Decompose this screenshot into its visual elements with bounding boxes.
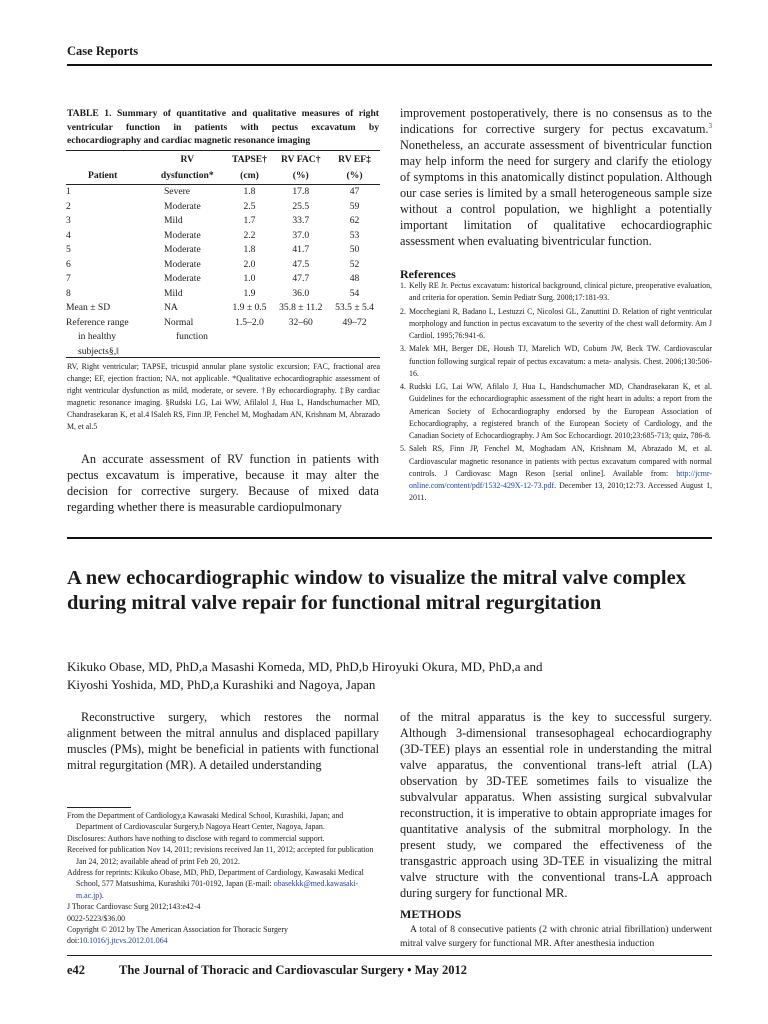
table-row-reference-cont	[66, 330, 380, 345]
cell-fac: 41.7	[292, 244, 310, 255]
col-fac-top: RV FAC†	[280, 154, 321, 165]
reference-text: Saleh RS, Finn JP, Fenchel M, Moghadam AN, Krishnam M, Abrazado M, et al. Cardiovascular magnetic resonance in patients with pectus excavatum compared with normal controls. J Cardiovasc Magn Reson [serial online]. Available from:	[409, 444, 712, 478]
paragraph-text: Nonetheless, an accurate assessment of biventricular function may help inform the need for surgery and clarify the etiology of symptoms in this anatomically distinct population. Although our case series is limited by a small heterogeneous sample size without a control population, we highlight a potentially important limitation of qualitative echocardiographic assessment when evaluating biventricular function.	[400, 138, 712, 248]
footnote-disclosures: Disclosures: Authors have nothing to disclose with regard to commercial support.	[67, 833, 325, 843]
header-rule	[67, 64, 712, 66]
footnote-text: Address for reprints: Kikuko Obase, MD, PhD, Department of Cardiology, Kawasaki Medical School, 577 Matsushima, Kurashiki 701-0192, Japan (E-mail:	[67, 868, 364, 889]
footnote-doi	[67, 935, 379, 946]
reference-text: Rudski LG, Lai WW, Afilalo J, Hua L, Handschumacher MD, Chandrasekaran K, et al. Guidelines for the echocardiographic assessment of the right heart in adults: a report from the American Society of Echocardiography endorsed by the European Association of Echocardiography, a registered branch of the European Society of Cardiology, and the Canadian Society of Echocardiography. J Am Soc Echocardiogr. 2010;23:685-713; quiz, 786-8.	[409, 382, 712, 440]
article-footnotes	[67, 810, 379, 947]
table-row	[66, 258, 380, 273]
journal-name: The Journal of Thoracic and Cardiovascular Surgery • May 2012	[119, 963, 468, 977]
cell-ef: 47	[349, 186, 360, 197]
reference-text: Kelly RE Jr. Pectus excavatum: historical background, clinical picture, preoperative evaluation, and criteria for operation. Semin Pediatr Surg. 2008;17:181-93.	[409, 281, 712, 303]
footnote-affiliation: From the Department of Cardiology,a Kawasaki Medical School, Kurashiki, Japan; and Department of Cardiovascular Surgery,b Nagoya Heart Center, Nagoya, Japan.	[67, 811, 344, 832]
col-tapse-bottom: (cm)	[227, 168, 273, 185]
reference-number: 1.	[400, 281, 406, 290]
reference-item	[400, 443, 712, 504]
cell-ef: 53.5 ± 5.4	[335, 302, 374, 313]
body-paragraph-right	[400, 105, 712, 249]
col-rv-bottom: dysfunction*	[148, 168, 227, 185]
methods-text: A total of 8 consecutive patients (2 with chronic atrial fibrillation) underwent mitral valve surgery for functional MR. After anesthesia induction	[400, 924, 712, 949]
page-number: e42	[67, 963, 86, 977]
cell-dysfunction: Mild	[163, 215, 183, 226]
cell-patient: 7	[66, 273, 71, 284]
references-list	[400, 280, 712, 506]
cell-patient: 5	[66, 244, 71, 255]
footnote-rule	[67, 807, 131, 808]
cell-ef: 53	[349, 229, 360, 241]
cell-fac: 17.8	[292, 186, 310, 197]
table-footnote: RV, Right ventricular; TAPSE, tricuspid annular plane systolic excursion; FAC, fractional area change; EF, ejection fraction; NA, not applicable. *Qualitative echocardiographic assessment of right ventricular dysfunction as mild, moderate, or severe. †By echocardiography. ‡By cardiac magnetic resonance imaging. §Rudski LG, Lai WW, Afilalol J, Hua L, Handschumacher MD, Chandrasekaran K, et al.4 ‖Saleh RS, Finn JP, Fenchel M, Moghadam AN, Krishnam M, Abrazado M, et al.5	[67, 362, 380, 431]
cell-dysfunction: Moderate	[163, 229, 201, 241]
cell-dysfunction: Mild	[163, 287, 183, 299]
cell-tapse: 1.8	[243, 244, 256, 255]
cell-patient: 2	[66, 200, 71, 212]
cell-fac: 25.5	[292, 200, 310, 212]
citation-superscript[interactable]: 3	[708, 121, 712, 130]
doi-link[interactable]: 10.1016/j.jtcvs.2012.01.064	[79, 936, 168, 946]
cell-fac: 33.7	[292, 215, 310, 226]
table-row-mean	[66, 301, 380, 316]
footnote-text: ).	[99, 890, 104, 900]
cell-tapse: 1.9	[243, 287, 256, 299]
cell-ef: 59	[349, 200, 360, 212]
cell-dysfunction: Moderate	[163, 244, 201, 255]
cell-dysfunction: Moderate	[163, 200, 201, 212]
cell-dysfunction: Moderate	[163, 258, 201, 270]
authors-line: Kiyoshi Yoshida, MD, PhD,a Kurashiki and Nagoya, Japan	[67, 677, 376, 692]
reference-number: 4.	[400, 382, 406, 392]
references-heading: References	[400, 267, 456, 281]
reference-item	[400, 381, 712, 442]
reference-text: Mocchegiani R, Badano L, Lestuzzi C, Nicolosi GL, Zanuttini D. Relation of right ventricular morphology and function in pectus excavatum to the severity of the chest wall deformity. Am J Cardiol. 1995;76:941-6.	[409, 306, 712, 340]
paragraph-text: improvement postoperatively, there is no consensus as to the indications for corrective surgery for pectus excavatum.	[400, 106, 712, 136]
table-row	[66, 243, 380, 258]
cell-ef: 49–72	[342, 316, 367, 328]
cell-tapse: 1.8	[243, 186, 256, 197]
table-top-rule	[66, 150, 380, 151]
cell-fac: 47.5	[292, 258, 310, 270]
table-caption: TABLE 1. Summary of quantitative and qualitative measures of right ventricular function in patients with pectus excavatum by echocardiography and cardiac magnetic resonance imaging	[67, 108, 379, 147]
cell-ef: 52	[349, 258, 360, 270]
doi-label: doi:	[67, 936, 80, 946]
col-fac-bottom: (%)	[272, 168, 329, 185]
cell-label: Mean ± SD	[66, 302, 111, 313]
cell-patient: 3	[66, 215, 71, 226]
footnote-copyright: Copyright © 2012 by The American Association for Thoracic Surgery	[67, 925, 288, 935]
table-row	[66, 229, 380, 244]
cell-fac: 47.7	[292, 273, 310, 284]
cell-dysfunction: NA	[163, 302, 178, 313]
cell-dysfunction: Severe	[163, 186, 191, 197]
col-rv-top: RV	[180, 154, 195, 165]
col-tapse-top: TAPSE†	[231, 154, 267, 165]
summary-table	[66, 152, 380, 359]
cell-fac: 36.0	[292, 287, 310, 299]
cell-patient: 4	[66, 229, 71, 241]
cell-fac: 35.8 ± 11.2	[279, 302, 323, 313]
article-authors	[67, 658, 707, 694]
footnote-citation: J Thorac Cardiovasc Surg 2012;143:e42-4	[67, 902, 201, 912]
article-title: A new echocardiographic window to visualize the mitral valve complex during mitral valve repair for functional mitral regurgitation	[67, 567, 686, 614]
reference-text: Malek MH, Berger DE, Housh TJ, Marelich WD, Coburn JW, Beck TW. Cardiovascular function following surgical repair of pectus excavatum: a meta- analysis. Chest. 2006;130:506-16.	[409, 344, 712, 378]
reference-link[interactable]: http://jcmr-online.com/content/pdf/1532-429X-12-73.pdf	[409, 468, 712, 490]
cell-tapse: 2.5	[243, 200, 256, 212]
footer-rule	[67, 955, 712, 956]
article-divider	[67, 537, 712, 539]
cell-fac: 32–60	[288, 316, 313, 328]
cell-label: Reference range	[66, 316, 129, 328]
reference-number: 5.	[400, 444, 406, 454]
table-row	[66, 200, 380, 215]
reference-number: 3.	[400, 344, 406, 354]
table-bottom-rule	[66, 357, 380, 358]
cell-ef: 62	[349, 215, 360, 226]
footnote-reprints	[67, 867, 379, 901]
cell-fac: 37.0	[292, 229, 310, 241]
reference-item	[400, 306, 712, 343]
cell-ef: 50	[349, 244, 360, 255]
cell-dysfunction: Normal	[163, 316, 194, 328]
cell-tapse: 1.5–2.0	[235, 316, 264, 328]
cell-label: subjects§,‖	[78, 345, 119, 357]
email-link[interactable]: obasekkk@med.kawasaki-m.ac.jp	[76, 879, 359, 900]
cell-tapse: 1.0	[243, 273, 256, 284]
reference-item	[400, 280, 712, 304]
cell-dysfunction: Moderate	[163, 273, 201, 284]
running-head: Case Reports	[67, 44, 139, 58]
body-paragraph: An accurate assessment of RV function in patients with pectus excavatum is imperative, because it may alter the decision for corrective surgery. Because of mixed data regarding whether there is measurable cardiopulmonary	[67, 452, 379, 514]
table-row	[66, 287, 380, 302]
cell-patient: 1	[66, 186, 71, 197]
cell-tapse: 1.9 ± 0.5	[232, 302, 267, 313]
table-row-reference	[66, 316, 380, 331]
reference-item	[400, 343, 712, 380]
cell-tapse: 1.7	[243, 215, 256, 226]
article-intro-left: Reconstructive surgery, which restores the normal alignment between the mitral annulus and displaced papillary muscles (PMs), might be beneficial in patients with functional mitral regurgitation (MR). A detailed understanding	[67, 710, 379, 772]
cell-tapse: 2.2	[243, 229, 256, 241]
table-row	[66, 214, 380, 229]
cell-label: in healthy	[78, 331, 117, 342]
footnote-received: Received for publication Nov 14, 2011; revisions received Jan 11, 2012; accepted for publication Jan 24, 2012; available ahead of print Feb 20, 2012.	[67, 845, 374, 866]
authors-line: Kikuko Obase, MD, PhD,a Masashi Komeda, MD, PhD,b Hiroyuki Okura, MD, PhD,a and	[67, 659, 543, 674]
cell-patient: 8	[66, 287, 71, 299]
cell-patient: 6	[66, 258, 71, 270]
footnote-issn: 0022-5223/$36.00	[67, 913, 126, 923]
table-row	[66, 185, 380, 200]
col-patient: Patient	[66, 168, 148, 185]
reference-number: 2.	[400, 306, 406, 316]
reference-text: . December 13, 2010;12:73. Accessed August 1, 2011.	[409, 481, 712, 503]
table-row	[66, 272, 380, 287]
page-footer	[67, 963, 467, 978]
cell-dysfunction: function	[175, 331, 208, 342]
article-intro-right: of the mitral apparatus is the key to successful surgery. Although 3-dimensional transesophageal echocardiography (3D-TEE) plays an essential role in understanding the mitral valve apparatus, the conventional trans-left atrial (LA) observation by 3D-TEE sometimes fails to visualize the subvalvular apparatus. When assisting surgical subvalvular reconstruction, it is imperative to obtain appropriate images for quantitative analysis of the submitral morphology. In the present study, we compared the effectiveness of the transgastric approach using 3D-TEE in visualizing the mitral valve structure with the conventional trans-LA approach during surgery for functional MR.	[400, 710, 712, 900]
cell-tapse: 2.0	[243, 258, 256, 270]
methods-heading: METHODS	[400, 907, 462, 921]
cell-ef: 54	[349, 287, 360, 299]
cell-ef: 48	[349, 273, 360, 284]
col-ef-top: RV EF‡	[338, 154, 371, 165]
col-ef-bottom: (%)	[329, 168, 380, 185]
